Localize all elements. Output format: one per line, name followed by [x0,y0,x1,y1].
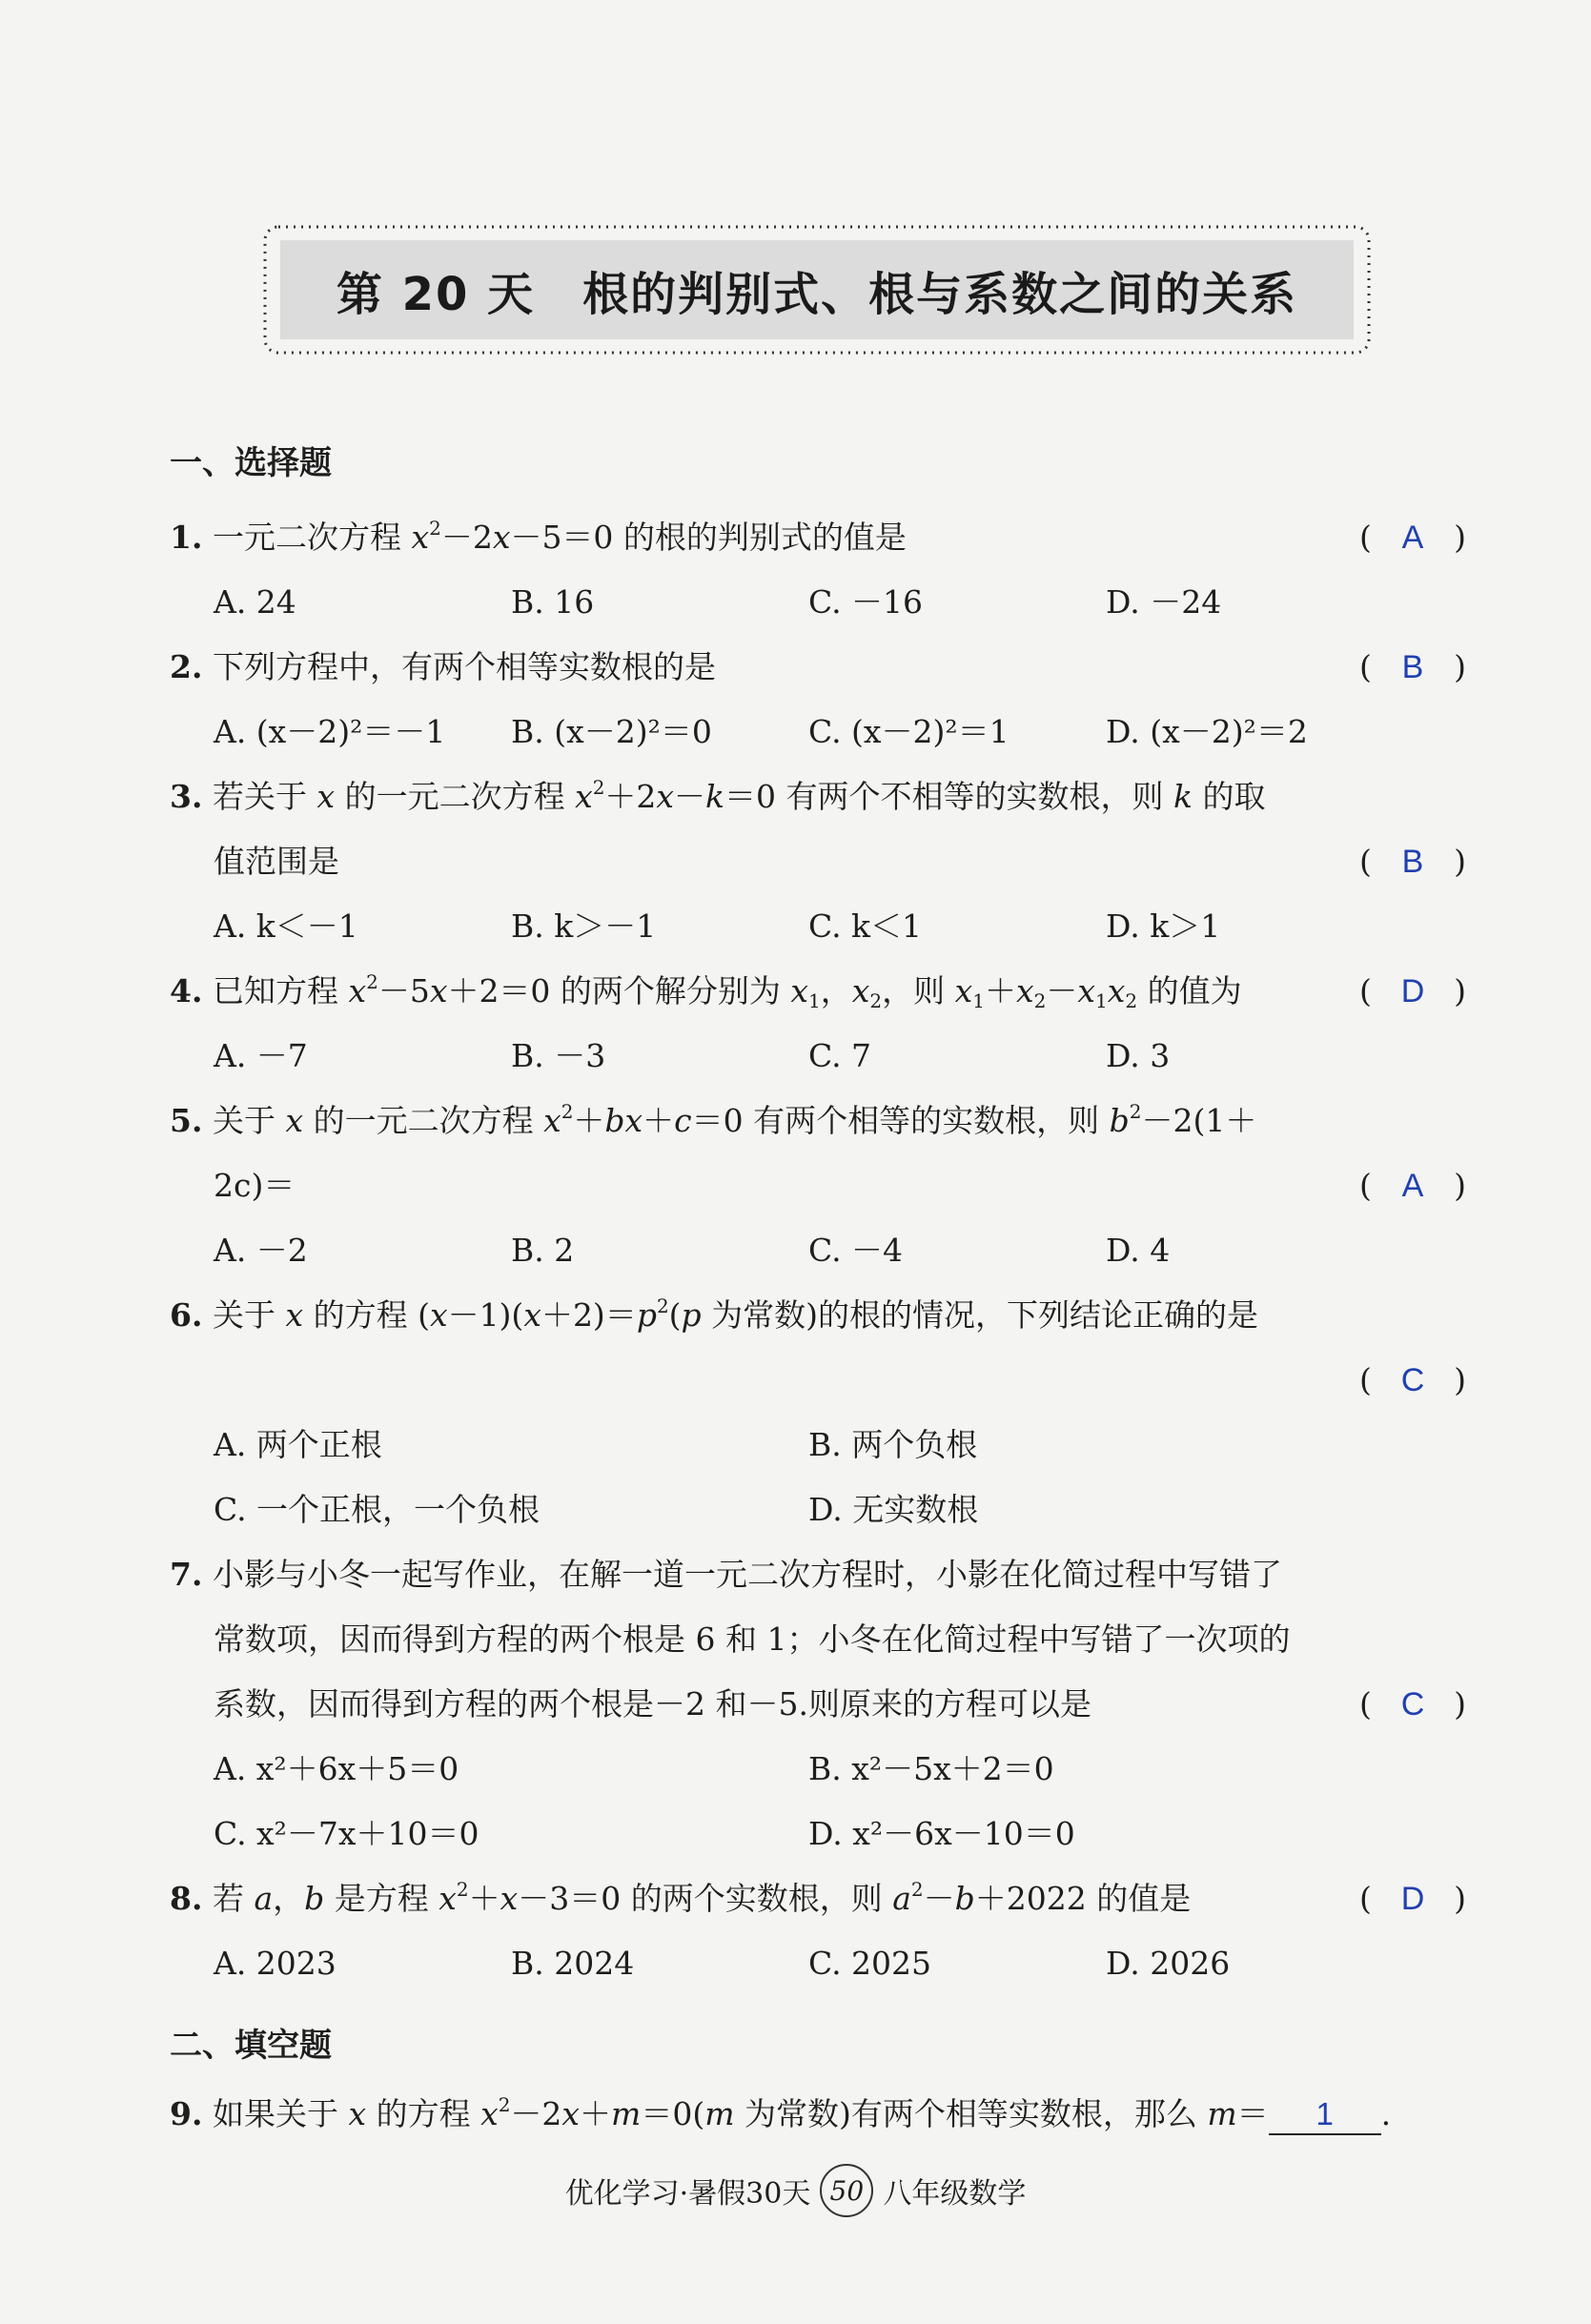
question-7-line3 [214,1676,1466,1733]
answer-letter: A [1401,520,1424,556]
option-d: D. 3 [1106,1037,1171,1074]
section-heading-fill: 二、填空题 [170,2027,332,2065]
question-1: 1. 一元二次方程 $x^2-2x-5=0$ 的根的判别式的值是 ( A ) [170,509,1466,566]
answer-bracket: ( C ) [1359,1676,1466,1733]
option-c: C. x²－7x＋10＝0 [214,1815,479,1852]
question-6-options-row2 [214,1481,1466,1539]
option-d: D. x²－6x－10＝0 [808,1815,1075,1852]
option-b: B. 两个负根 [808,1426,978,1463]
option-c: C. －4 [808,1232,904,1269]
option-a: A. x²＋6x＋5＝0 [214,1750,459,1787]
question-text: 系数，因而得到方程的两个根是－2 和－5.则原来的方程可以是 [214,1685,1091,1723]
answer-bracket: ( D ) [1359,963,1466,1020]
option-a: A. k＜－1 [214,907,358,945]
answer-letter: D [1400,1881,1425,1917]
option-a: A. 2023 [214,1945,337,1982]
option-c: C. 2025 [808,1945,932,1982]
question-number: 3. [170,778,203,815]
question-text: 一元二次方程 [212,519,412,556]
answer-bracket: ( D ) [1359,1870,1466,1927]
answer-bracket: ( B ) [1359,639,1466,696]
question-number: 8. [170,1880,203,1917]
question-4-options [214,1028,1466,1085]
answer-blank: 1 [1269,2095,1381,2135]
option-c: C. (x－2)²＝1 [808,713,1010,750]
option-a: A. (x－2)²＝－1 [214,713,446,750]
question-8: 8. 若 a，b 是方程 $x^2+x-3=0$ 的两个实数根，则 $a^2-b+2022$ 的值是 ( D ) [170,1870,1466,1927]
option-b: B. －3 [511,1037,606,1074]
question-text: 小影与小冬一起写作业，在解一道一元二次方程时，小影在化简过程中写错了 [212,1556,1282,1593]
question-7-line2 [214,1611,1466,1668]
question-3: 3. 若关于 x 的一元二次方程 $x^2+2x-k=0$ 有两个不相等的实数根，则 k 的取 [170,776,1266,815]
answer-letter: D [1400,973,1425,1009]
option-b: B. k＞－1 [511,907,657,945]
question-3-cont [214,833,1466,890]
option-b: B. 16 [511,583,595,621]
question-number: 9. [170,2095,203,2132]
option-d: D. (x－2)²＝2 [1106,713,1308,750]
option-c: C. k＜1 [808,907,923,945]
question-text: 值范围是 [214,843,339,880]
question-number: 7. [170,1556,203,1593]
question-1-options [214,574,1466,631]
section-heading-choice: 一、选择题 [170,444,332,482]
question-6-cont [214,1352,1466,1409]
option-c: C. 一个正根，一个负根 [214,1491,541,1528]
title-box [259,221,1375,358]
question-5-cont [214,1157,1466,1214]
question-number: 1. [170,519,203,556]
question-text: 下列方程中，有两个相等实数根的是 [212,648,716,685]
question-6: 6. 关于 x 的方程 $(x-1)(x+2)=p^2(p$ 为常数)的根的情况，下列结论正确的是 [170,1295,1259,1334]
option-a: A. 24 [214,583,296,621]
option-b: B. x²－5x＋2＝0 [808,1750,1054,1787]
answer-letter: B [1401,844,1424,880]
option-d: D. －24 [1106,583,1222,621]
option-d: D. k＞1 [1106,907,1221,945]
answer-bracket: ( A ) [1359,509,1466,566]
question-3-options [214,898,1466,955]
answer-bracket: ( B ) [1359,833,1466,890]
option-d: D. 2026 [1106,1945,1231,1982]
question-5: 5. 关于 x 的一元二次方程 $x^2+bx+c=0$ 有两个相等的实数根，则 $b^2-2(1+$ [170,1100,1257,1139]
option-b: B. (x－2)²＝0 [511,713,712,750]
question-6-options-row1 [214,1417,1466,1474]
option-c: C. 7 [808,1037,872,1074]
answer-letter: A [1401,1168,1424,1204]
footer-book-title: 优化学习·暑假30天 [564,2177,811,2211]
answer-letter: C [1400,1686,1425,1723]
question-number: 2. [170,648,203,685]
option-b: B. 2 [511,1232,575,1269]
footer-subject: 八年级数学 [883,2177,1027,2211]
option-d: D. 4 [1106,1232,1171,1269]
answer-letter: B [1401,649,1424,685]
option-a: A. －7 [214,1037,308,1074]
question-text: 2c)＝ [214,1167,296,1204]
question-text: 的根的判别式的值是 [613,519,907,556]
question-9: 9. 如果关于 x 的方程 $x^2-2x+m=0(m$ 为常数)有两个相等实数根，那么 m＝ 1 . [170,2086,1466,2143]
page-title: 第 20 天 根的判别式、根与系数之间的关系 [280,240,1354,339]
question-8-options [214,1935,1466,1992]
question-2 [170,639,1466,696]
question-number: 4. [170,972,203,1009]
page-number: 50 [820,2164,873,2217]
option-d: D. 无实数根 [808,1491,979,1528]
option-c: C. －16 [808,583,924,621]
question-4: 4. 已知方程 $x^2-5x+2=0$ 的两个解分别为 $x_1$，$x_2$，则 $x_1+x_2-x_1x_2$ 的值为 ( D ) [170,963,1466,1020]
question-5-options [214,1222,1466,1279]
option-a: A. 两个正根 [214,1426,382,1463]
answer-letter: C [1400,1362,1425,1398]
question-2-options [214,703,1466,761]
question-7-options-row2 [214,1805,1466,1863]
answer-bracket: ( C ) [1359,1352,1466,1409]
question-7 [170,1546,1466,1603]
question-number: 6. [170,1296,203,1334]
question-number: 5. [170,1102,203,1139]
question-7-options-row1 [214,1741,1466,1798]
option-a: A. －2 [214,1232,308,1269]
option-b: B. 2024 [511,1945,635,1982]
answer-bracket: ( A ) [1359,1157,1466,1214]
question-text: 常数项，因而得到方程的两个根是 6 和 1；小冬在化简过程中写错了一次项的 [214,1621,1291,1658]
page-footer [0,2162,1591,2219]
